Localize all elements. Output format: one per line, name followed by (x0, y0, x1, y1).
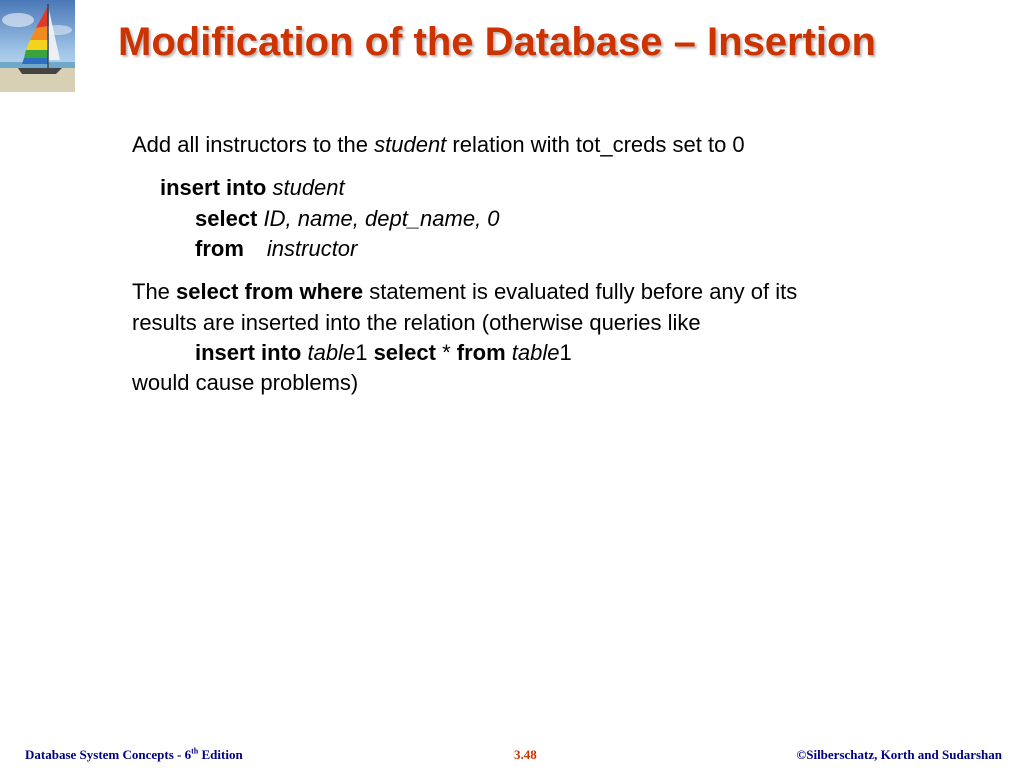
sql-keyword: select from where (176, 279, 364, 304)
sql-star: * (435, 340, 457, 365)
slide-title: Modification of the Database – Insertion (118, 20, 876, 64)
bullet-text-part: Add all instructors to the (132, 132, 375, 157)
sql-keyword: insert into (195, 340, 302, 365)
bullet-text-part: The (132, 279, 177, 304)
sql-argument: student (272, 175, 345, 200)
table-number: 1 (559, 340, 572, 365)
sql-keyword: insert into (160, 175, 267, 200)
sql-keyword: from (456, 340, 506, 365)
footer-book-title (25, 746, 243, 764)
table-name: table (511, 340, 560, 365)
footer-superscript: th (191, 746, 199, 756)
relation-name: student (374, 132, 447, 157)
bullet-text-part: statement is evaluated fully before any of its (363, 279, 798, 304)
code-line (195, 206, 500, 232)
bullet-text-part: relation with tot_creds set to 0 (446, 132, 745, 157)
footer-page-number: 3.48 (514, 747, 537, 762)
bullet-text-line: would cause problems) (132, 370, 359, 395)
code-line (195, 236, 357, 262)
code-line (195, 340, 572, 366)
footer-copyright: ©Silberschatz, Korth and Sudarshan (796, 747, 1002, 762)
bullet-text (132, 132, 745, 158)
table-number: 1 (355, 340, 368, 365)
bullet-text-line: results are inserted into the relation (otherwise queries like (132, 310, 701, 335)
bullet-text (132, 279, 797, 305)
sql-keyword: from (195, 236, 244, 261)
table-name: table (307, 340, 356, 365)
code-line (160, 175, 345, 201)
sql-keyword: select (195, 206, 258, 231)
sql-argument: ID, name, dept_name, 0 (263, 206, 500, 231)
footer-book-title-suffix: Edition (198, 747, 243, 762)
sailboat-icon (0, 0, 75, 92)
sql-argument: instructor (266, 236, 358, 261)
sql-keyword: select (373, 340, 436, 365)
footer-book-title-text: Database System Concepts - 6 (25, 747, 192, 762)
